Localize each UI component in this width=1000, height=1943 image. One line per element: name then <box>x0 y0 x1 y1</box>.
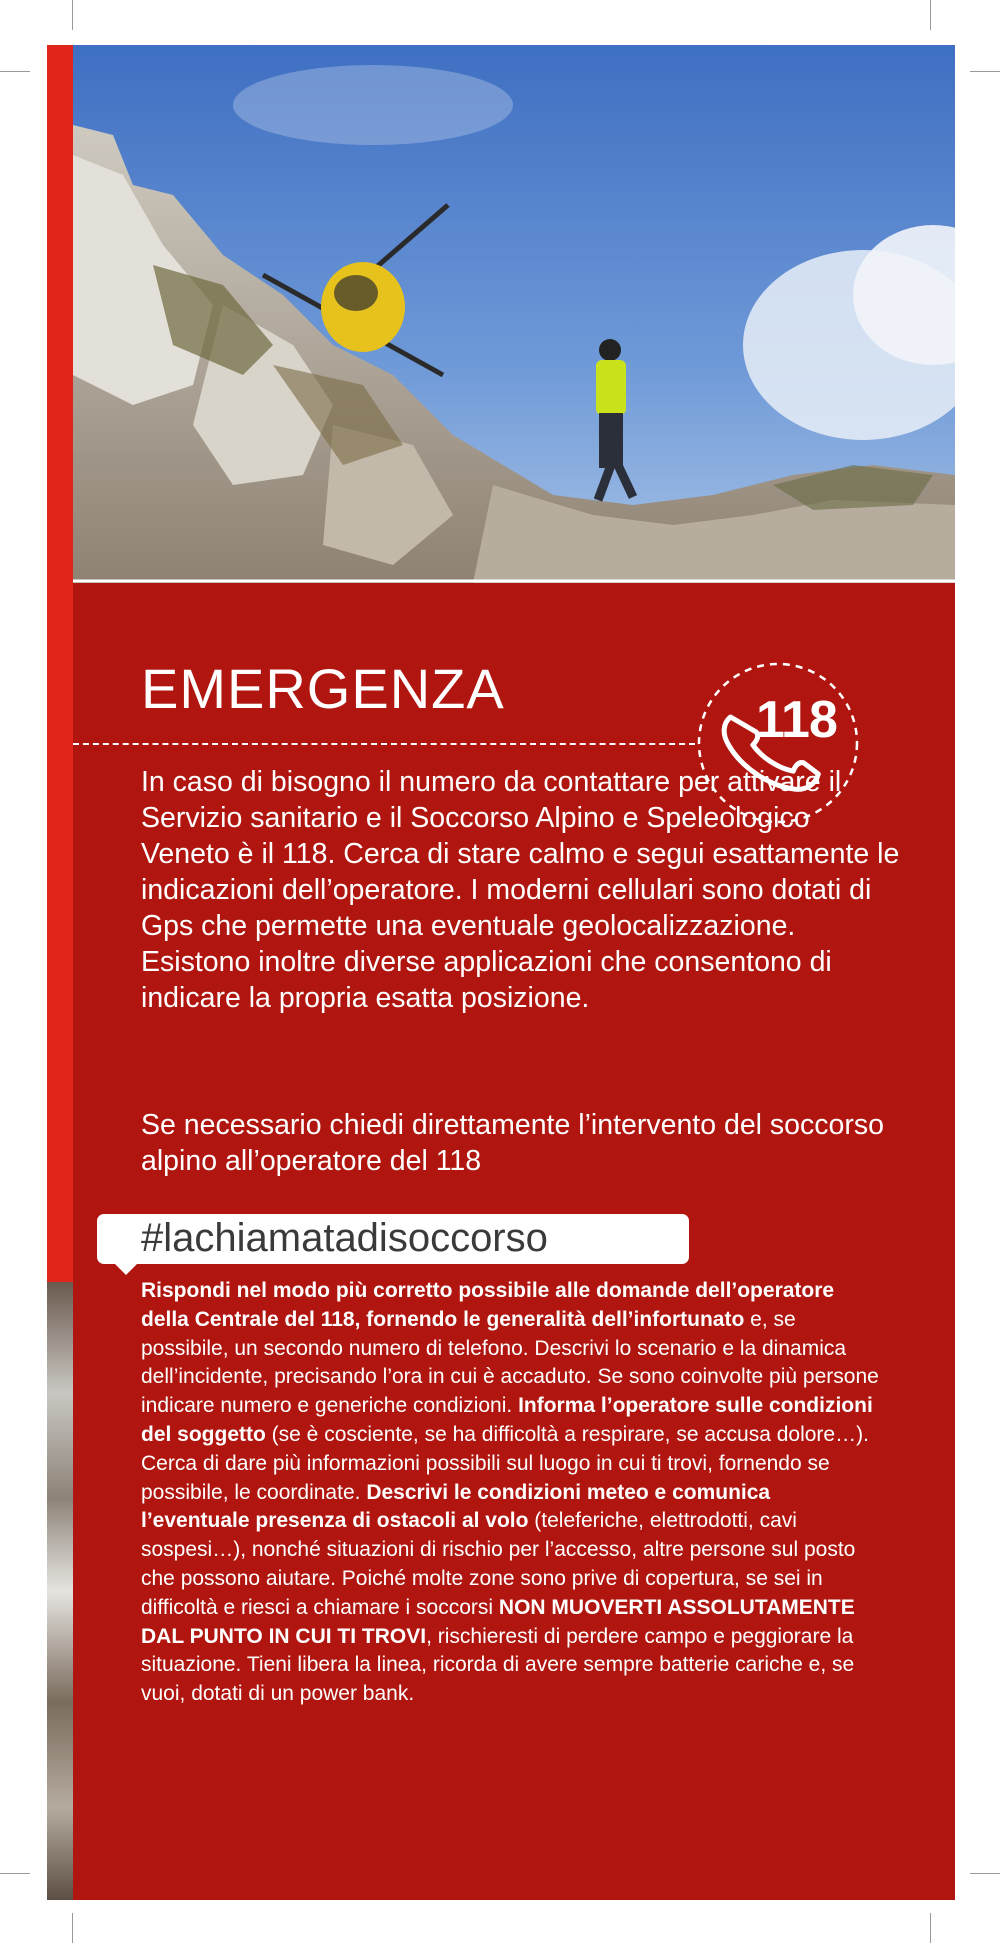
crop-mark-bottom-left <box>72 1913 73 1943</box>
instruction-text-2: (se è cosciente, se ha difficoltà a respirare, se accusa dolore…). Cerca di dare più informazioni possibili sul luogo in cui ti trovi, fornendo se possibile, le coordinate. <box>141 1422 869 1504</box>
hashtag-label: #lachiamatadisoccorso <box>141 1216 548 1260</box>
hashtag-bubble-tail <box>113 1262 139 1275</box>
instruction-text-1: e, se possibile, un secondo numero di telefono. Descrivi lo scenario e la dinamica dell’incidente, precisando l’ora in cui è accaduto. Se sono coinvolte più persone indicare numero e generiche condizioni. <box>141 1307 879 1418</box>
instruction-bold-4: NON MUOVERTI ASSOLUTAMENTE DAL PUNTO IN CUI TI TROVI <box>141 1595 855 1648</box>
left-photo-strip <box>47 1282 73 1900</box>
crop-mark-top-right <box>930 0 931 30</box>
header-photo <box>73 45 955 583</box>
instruction-text-4: , rischieresti di perdere campo e peggiorare la situazione. Tieni libera la linea, ricorda di avere sempre batterie cariche e, se vuoi, dotati di un power bank. <box>141 1624 855 1706</box>
intro-paragraph-2: Se necessario chiedi direttamente l’intervento del soccorso alpino all’operatore del 118 <box>141 1109 884 1177</box>
page-title: EMERGENZA <box>141 657 505 720</box>
crop-mark-top-left <box>72 0 73 30</box>
intro-paragraph: In caso di bisogno il numero da contattare per attivare il Servizio sanitario e il Soccorso Alpino e Speleologico Veneto è il 118. Cerca di stare calmo e segui esattamente le indicazioni dell’operatore. I moderni cellulari sono dotati di Gps che permette una eventuale geolocalizzazione. Esistono inoltre diverse applicazioni che consentono di indicare la propria esatta posizione. <box>141 766 900 1014</box>
instructions-paragraph <box>141 1277 881 1709</box>
emergency-number: 118 <box>756 691 837 749</box>
instruction-bold-1: Rispondi nel modo più corretto possibile alle domande dell’operatore della Centrale del 118, fornendo le generalità dell’infortunato <box>141 1279 835 1331</box>
crop-mark-bottom-right <box>930 1913 931 1943</box>
instruction-bold-2: Informa l’operatore sulle condizioni del soggetto <box>141 1394 873 1446</box>
crop-mark-left-bottom <box>0 1873 30 1874</box>
dashed-divider <box>73 743 695 745</box>
instruction-bold-3: Descrivi le condizioni meteo e comunica l’eventuale presenza di ostacoli al volo <box>141 1480 771 1533</box>
instruction-text-3: (teleferiche, elettrodotti, cavi sospesi…), nonché situazioni di rischio per l’accesso, altre persone sul posto che possono aiutare. Poiché molte zone sono prive di copertura, se sei in difficoltà e riesci a chiamare i soccorsi <box>141 1509 856 1619</box>
crop-mark-right-top <box>970 71 1000 72</box>
crop-mark-right-bottom <box>970 1873 1000 1874</box>
crop-mark-left-top <box>0 71 30 72</box>
